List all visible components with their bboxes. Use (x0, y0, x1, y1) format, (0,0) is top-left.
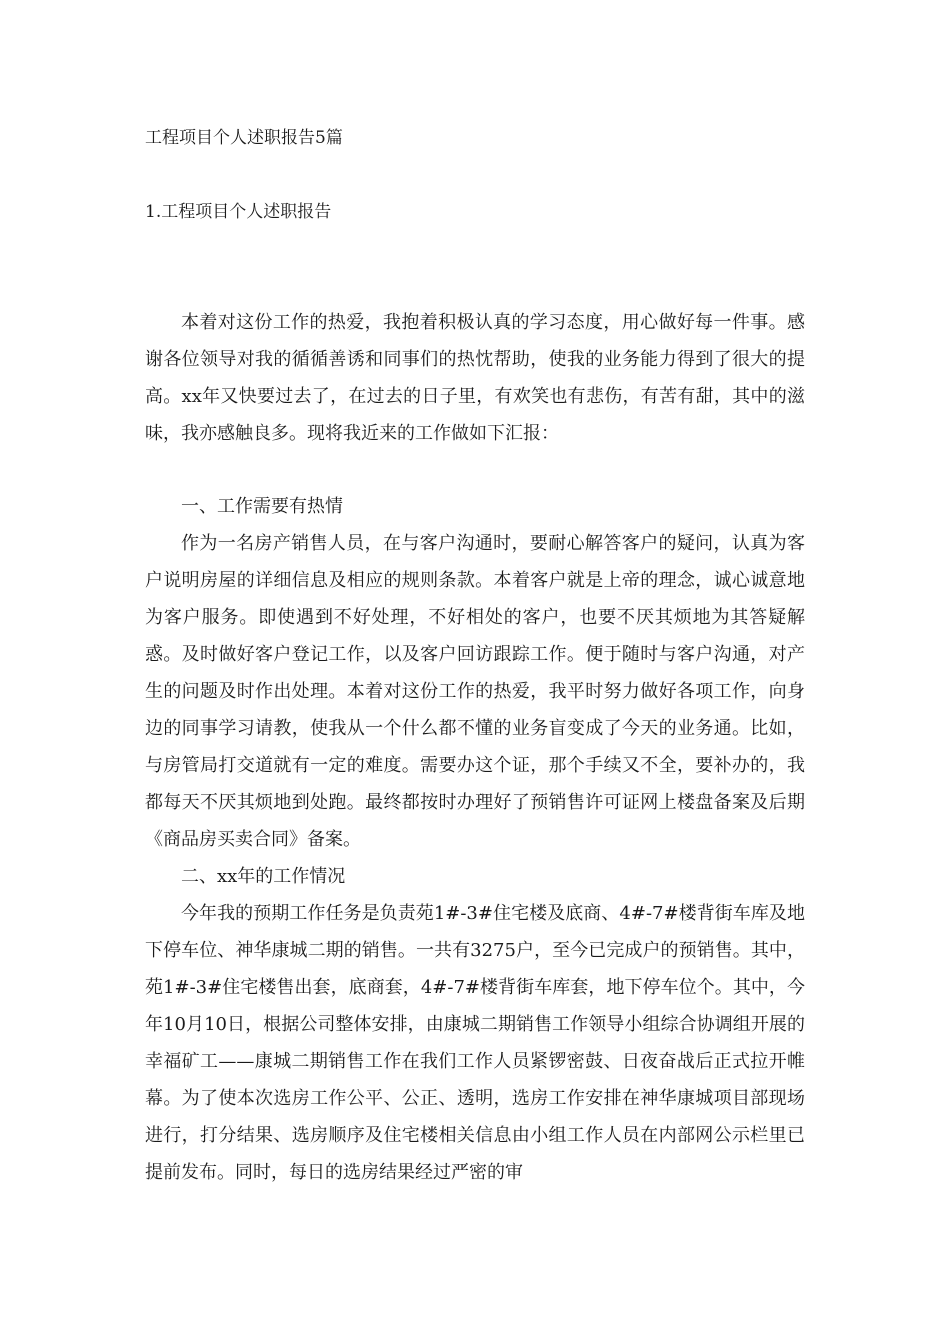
document-title: 工程项目个人述职报告5篇 (145, 128, 343, 148)
document-subtitle: 1.工程项目个人述职报告 (145, 202, 332, 222)
intro-paragraph: 本着对这份工作的热爱，我抱着积极认真的学习态度，用心做好每一件事。感谢各位领导对我的循循善诱和同事们的热忱帮助，使我的业务能力得到了很大的提高。xx年又快要过去了，在过去的日子里，有欢笑也有悲伤，有苦有甜，其中的滋味，我亦感触良多。现将我近来的工作做如下汇报： (145, 312, 805, 444)
section-heading-1: 一、工作需要有热情 (181, 496, 343, 517)
section-block (145, 488, 805, 1191)
paragraph-1: 作为一名房产销售人员，在与客户沟通时，要耐心解答客户的疑问，认真为客户说明房屋的详细信息及相应的规则条款。本着客户就是上帝的理念，诚心诚意地为客户服务。即使遇到不好处理，不好相处的客户，也要不厌其烦地为其答疑解惑。及时做好客户登记工作，以及客户回访跟踪工作。便于随时与客户沟通，对产生的问题及时作出处理。本着对这份工作的热爱，我平时努力做好各项工作，向身边的同事学习请教，使我从一个什么都不懂的业务盲变成了今天的业务通。比如，与房管局打交道就有一定的难度。需要办这个证，那个手续又不全，要补办的，我都每天不厌其烦地到处跑。最终都按时办理好了预销售许可证网上楼盘备案及后期《商品房买卖合同》备案。 (145, 533, 805, 850)
paragraph-2: 今年我的预期工作任务是负责苑1#-3#住宅楼及底商、4#-7#楼背街车库及地下停车位、神华康城二期的销售。一共有3275户，至今已完成户的预销售。其中，苑1#-3#住宅楼售出套，底商套，4#-7#楼背街车库套，地下停车位个。其中，今年10月10日，根据公司整体安排，由康城二期销售工作领导小组综合协调组开展的幸福矿工——康城二期销售工作在我们工作人员紧锣密鼓、日夜奋战后正式拉开帷幕。为了使本次选房工作公平、公正、透明，选房工作安排在神华康城项目部现场进行，打分结果、选房顺序及住宅楼相关信息由小组工作人员在内部网公示栏里已提前发布。同时，每日的选房结果经过严密的审 (145, 903, 805, 1183)
section-heading-2: 二、xx年的工作情况 (181, 866, 346, 887)
intro-block (145, 304, 805, 452)
